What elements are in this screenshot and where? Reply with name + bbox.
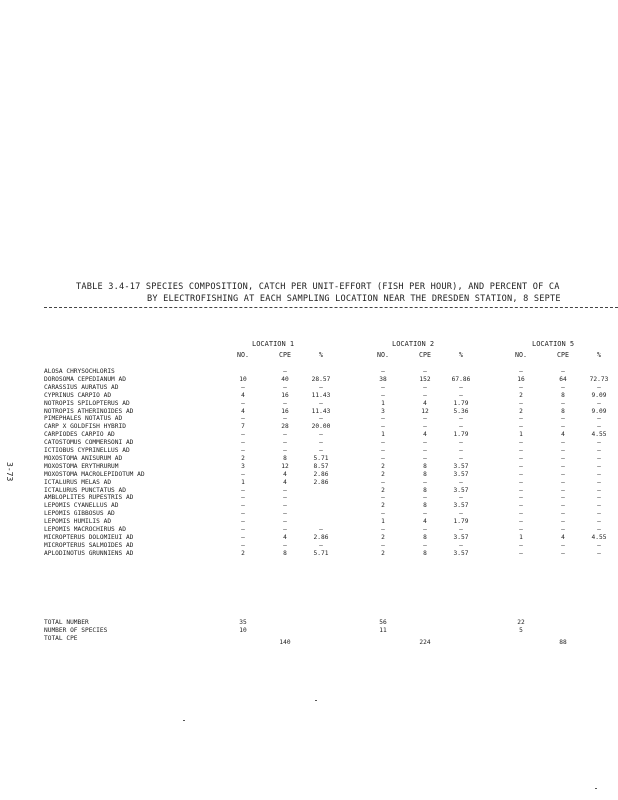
- table-cell: –: [241, 415, 245, 423]
- table-cell: –: [423, 447, 427, 454]
- totals-cell: 35: [239, 619, 247, 626]
- table-cell: –: [423, 478, 427, 486]
- species-name: MOXOSTOMA ERYTHRURUM: [44, 462, 119, 470]
- species-name: MOXOSTOMA ANISURUM AD: [44, 454, 123, 462]
- table-cell: 16: [281, 391, 289, 399]
- table-cell: –: [597, 454, 601, 462]
- table-cell: –: [319, 383, 323, 391]
- table-cell: –: [519, 454, 523, 462]
- species-name: NOTROPIS ATHERINOIDES AD: [44, 407, 134, 415]
- table-cell: 4: [423, 518, 427, 526]
- table-cell: 1.79: [453, 399, 469, 407]
- table-cell: –: [519, 549, 523, 557]
- table-cell: –: [561, 549, 565, 557]
- table-cell: 1: [381, 399, 385, 407]
- species-name: ICTALURUS MELAS AD: [44, 478, 112, 486]
- table-cell: 8: [423, 486, 427, 494]
- table-cell: –: [459, 447, 463, 454]
- table-cell: 7: [241, 423, 245, 431]
- table-cell: –: [241, 439, 245, 447]
- column-header: NO.: [237, 351, 249, 359]
- column-header: %: [319, 351, 323, 359]
- table-cell: 2.86: [313, 533, 329, 541]
- table-cell: –: [561, 399, 565, 407]
- table-cell: 3.57: [453, 486, 469, 494]
- table-cell: 20.00: [311, 423, 331, 431]
- table-cell: 8: [423, 462, 427, 470]
- table-cell: –: [459, 391, 463, 399]
- species-name: LEPOMIS CYANELLUS AD: [44, 502, 119, 510]
- table-cell: 2: [381, 549, 385, 557]
- table-cell: –: [423, 454, 427, 462]
- table-cell: –: [561, 383, 565, 391]
- table-cell: 1: [381, 518, 385, 526]
- table-cell: –: [597, 399, 601, 407]
- table-cell: 4: [283, 533, 287, 541]
- table-cell: –: [597, 415, 601, 423]
- table-cell: –: [283, 541, 287, 549]
- table-cell: –: [597, 423, 601, 431]
- column-header: CPE: [557, 351, 569, 359]
- table-cell: –: [519, 486, 523, 494]
- table-cell: –: [459, 383, 463, 391]
- species-name: MOXOSTOMA MACROLEPIDOTUM AD: [44, 470, 145, 478]
- table-cell: –: [283, 510, 287, 518]
- table-cell: 3.57: [453, 470, 469, 478]
- species-name: CARPIODES CARPIO AD: [44, 431, 115, 439]
- table-cell: 9.09: [591, 407, 607, 415]
- table-cell: –: [423, 510, 427, 518]
- table-cell: –: [519, 470, 523, 478]
- species-name: APLODINOTUS GRUNNIENS AD: [44, 549, 134, 557]
- totals-cell: 224: [419, 639, 431, 646]
- table-cell: 8: [561, 391, 565, 399]
- table-cell: –: [381, 510, 385, 518]
- table-cell: –: [597, 447, 601, 454]
- table-cell: 4.55: [591, 431, 607, 439]
- table-cell: –: [459, 526, 463, 533]
- table-cell: –: [381, 447, 385, 454]
- table-cell: –: [241, 533, 245, 541]
- table-cell: –: [381, 439, 385, 447]
- table-cell: –: [283, 502, 287, 510]
- table-cell: –: [283, 383, 287, 391]
- table-cell: 3.57: [453, 502, 469, 510]
- table-cell: 8.57: [313, 462, 329, 470]
- table-cell: –: [423, 383, 427, 391]
- table-cell: 1: [381, 431, 385, 439]
- table-cell: 2: [381, 470, 385, 478]
- table-cell: 9.09: [591, 391, 607, 399]
- table-cell: 16: [281, 407, 289, 415]
- table-cell: –: [319, 399, 323, 407]
- totals-cell: 5: [519, 627, 523, 634]
- table-cell: –: [519, 383, 523, 391]
- table-cell: 72.73: [589, 375, 609, 383]
- table-cell: –: [283, 526, 287, 533]
- table-cell: –: [561, 541, 565, 549]
- table-cell: –: [597, 494, 601, 502]
- table-cell: –: [381, 478, 385, 486]
- table-cell: 8: [423, 502, 427, 510]
- table-cell: 38: [379, 375, 387, 383]
- table-cell: –: [381, 391, 385, 399]
- table-cell: 4: [561, 431, 565, 439]
- column-header: NO.: [515, 351, 527, 359]
- table-cell: –: [381, 423, 385, 431]
- table-cell: 4: [423, 431, 427, 439]
- table-cell: –: [519, 439, 523, 447]
- table-cell: –: [319, 431, 323, 439]
- table-cell: –: [561, 454, 565, 462]
- table-cell: 67.86: [451, 375, 471, 383]
- table-cell: 40: [281, 375, 289, 383]
- table-cell: –: [519, 478, 523, 486]
- table-cell: –: [423, 541, 427, 549]
- table-cell: –: [381, 494, 385, 502]
- table-cell: –: [561, 494, 565, 502]
- table-cell: –: [597, 526, 601, 533]
- table-cell: 3: [241, 462, 245, 470]
- table-cell: –: [597, 462, 601, 470]
- table-title-line1: TABLE 3.4-17 SPECIES COMPOSITION, CATCH PER UNIT-EFFORT (FISH PER HOUR), AND PERCENT OF CA: [76, 282, 560, 292]
- species-name: CARP X GOLDFISH HYBRID: [44, 423, 126, 431]
- table-cell: –: [459, 439, 463, 447]
- table-cell: –: [283, 399, 287, 407]
- table-cell: 3: [381, 407, 385, 415]
- table-cell: –: [241, 526, 245, 533]
- table-cell: –: [241, 399, 245, 407]
- table-cell: –: [561, 368, 565, 375]
- species-name: ICTIOBUS CYPRINELLUS AD: [44, 447, 130, 454]
- table-cell: –: [319, 541, 323, 549]
- table-cell: –: [241, 502, 245, 510]
- table-cell: 11.43: [311, 391, 331, 399]
- species-name: PIMEPHALES NOTATUS AD: [44, 415, 123, 423]
- species-name: DOROSOMA CEPEDIANUM AD: [44, 375, 126, 383]
- table-cell: –: [381, 368, 385, 375]
- column-header: CPE: [419, 351, 431, 359]
- species-name: AMBLOPLITES RUPESTRIS AD: [44, 494, 134, 502]
- table-cell: 2: [241, 454, 245, 462]
- table-cell: –: [241, 431, 245, 439]
- table-cell: –: [283, 368, 287, 375]
- table-cell: –: [241, 383, 245, 391]
- totals-label: TOTAL CPE: [44, 635, 78, 642]
- species-name: LEPOMIS HUMILIS AD: [44, 518, 112, 526]
- table-cell: 4: [561, 533, 565, 541]
- table-cell: –: [319, 447, 323, 454]
- table-cell: 4: [283, 470, 287, 478]
- table-cell: –: [597, 486, 601, 494]
- table-cell: –: [597, 510, 601, 518]
- table-cell: –: [381, 454, 385, 462]
- table-cell: –: [459, 454, 463, 462]
- table-cell: –: [561, 518, 565, 526]
- table-cell: –: [561, 415, 565, 423]
- location-1-header: LOCATION 1: [252, 340, 295, 348]
- table-cell: 5.36: [453, 407, 469, 415]
- table-cell: –: [561, 462, 565, 470]
- table-cell: –: [519, 494, 523, 502]
- table-cell: –: [423, 439, 427, 447]
- table-cell: 2: [519, 407, 523, 415]
- table-cell: –: [241, 470, 245, 478]
- species-name: LEPOMIS MACROCHIRUS AD: [44, 526, 126, 533]
- table-cell: –: [459, 494, 463, 502]
- table-cell: –: [561, 486, 565, 494]
- table-cell: 8: [283, 549, 287, 557]
- table-cell: –: [241, 541, 245, 549]
- table-cell: 1: [519, 431, 523, 439]
- table-cell: –: [319, 439, 323, 447]
- table-cell: 1.79: [453, 518, 469, 526]
- table-cell: 3.57: [453, 549, 469, 557]
- table-cell: –: [597, 439, 601, 447]
- table-cell: –: [241, 494, 245, 502]
- table-cell: –: [283, 447, 287, 454]
- species-name: CATOSTOMUS COMMERSONI AD: [44, 439, 134, 447]
- table-cell: 10: [239, 375, 247, 383]
- table-cell: –: [519, 541, 523, 549]
- table-cell: –: [423, 391, 427, 399]
- species-name: MICROPTERUS SALMOIDES AD: [44, 541, 134, 549]
- table-cell: –: [561, 502, 565, 510]
- species-name: ICTALURUS PUNCTATUS AD: [44, 486, 126, 494]
- table-cell: –: [561, 447, 565, 454]
- table-cell: –: [561, 510, 565, 518]
- totals-label: TOTAL NUMBER: [44, 619, 89, 626]
- table-cell: –: [597, 478, 601, 486]
- table-cell: –: [319, 415, 323, 423]
- table-cell: –: [459, 541, 463, 549]
- table-cell: –: [519, 415, 523, 423]
- table-cell: –: [519, 368, 523, 375]
- table-cell: 8: [423, 470, 427, 478]
- table-cell: 16: [517, 375, 525, 383]
- table-cell: –: [423, 526, 427, 533]
- table-cell: –: [459, 510, 463, 518]
- table-cell: –: [597, 383, 601, 391]
- table-cell: 4: [241, 407, 245, 415]
- table-cell: –: [519, 423, 523, 431]
- species-name: MICROPTERUS DOLOMIEUI AD: [44, 533, 134, 541]
- table-cell: –: [283, 486, 287, 494]
- table-cell: 5.71: [313, 454, 329, 462]
- table-cell: 2: [381, 502, 385, 510]
- table-cell: –: [459, 478, 463, 486]
- table-cell: 2.86: [313, 470, 329, 478]
- table-cell: 8: [423, 549, 427, 557]
- table-cell: 12: [421, 407, 429, 415]
- table-cell: –: [241, 518, 245, 526]
- location-2-header: LOCATION 2: [392, 340, 435, 348]
- table-cell: –: [597, 470, 601, 478]
- table-cell: –: [283, 439, 287, 447]
- table-cell: –: [519, 399, 523, 407]
- table-cell: –: [381, 383, 385, 391]
- species-name: CYPRINUS CARPIO AD: [44, 391, 112, 399]
- table-cell: –: [283, 494, 287, 502]
- table-cell: 4.55: [591, 533, 607, 541]
- species-name: CARASSIUS AURATUS AD: [44, 383, 119, 391]
- table-cell: –: [459, 415, 463, 423]
- table-cell: 28: [281, 423, 289, 431]
- table-cell: –: [423, 368, 427, 375]
- table-cell: –: [519, 462, 523, 470]
- table-cell: 2.86: [313, 478, 329, 486]
- table-cell: 8: [283, 454, 287, 462]
- totals-cell: 22: [517, 619, 525, 626]
- table-cell: 64: [559, 375, 567, 383]
- table-cell: –: [597, 549, 601, 557]
- totals-cell: 10: [239, 627, 247, 634]
- table-cell: –: [519, 447, 523, 454]
- table-cell: –: [561, 423, 565, 431]
- table-cell: –: [561, 470, 565, 478]
- table-cell: –: [561, 526, 565, 533]
- table-cell: –: [283, 415, 287, 423]
- table-cell: –: [519, 510, 523, 518]
- column-header: %: [459, 351, 463, 359]
- scan-speck: [315, 700, 317, 701]
- location-5-header: LOCATION 5: [532, 340, 575, 348]
- table-cell: –: [519, 502, 523, 510]
- totals-cell: 11: [379, 627, 387, 634]
- table-cell: 1: [241, 478, 245, 486]
- table-cell: 4: [283, 478, 287, 486]
- totals-label: NUMBER OF SPECIES: [44, 627, 108, 634]
- table-cell: 2: [381, 462, 385, 470]
- table-cell: –: [319, 526, 323, 533]
- totals-cell: 140: [279, 639, 291, 646]
- table-cell: –: [561, 439, 565, 447]
- table-title-line2: BY ELECTROFISHING AT EACH SAMPLING LOCATION NEAR THE DRESDEN STATION, 8 SEPTE: [147, 294, 561, 304]
- totals-cell: 56: [379, 619, 387, 626]
- species-name: ALOSA CHRYSOCHLORIS: [44, 368, 115, 375]
- species-name: LEPOMIS GIBBOSUS AD: [44, 510, 115, 518]
- table-cell: 2: [519, 391, 523, 399]
- table-cell: –: [381, 415, 385, 423]
- table-cell: –: [241, 486, 245, 494]
- table-cell: 12: [281, 462, 289, 470]
- table-cell: –: [519, 518, 523, 526]
- page-number: 3-73: [5, 462, 14, 482]
- column-header: CPE: [279, 351, 291, 359]
- table-cell: –: [561, 478, 565, 486]
- table-cell: –: [283, 431, 287, 439]
- scan-speck: [595, 788, 597, 789]
- table-cell: –: [283, 518, 287, 526]
- table-cell: 2: [381, 486, 385, 494]
- table-cell: 4: [241, 391, 245, 399]
- title-rule: [44, 307, 618, 308]
- species-name: NOTROPIS SPILOPTERUS AD: [44, 399, 130, 407]
- table-cell: 11.43: [311, 407, 331, 415]
- table-cell: 3.57: [453, 462, 469, 470]
- table-cell: –: [241, 510, 245, 518]
- table-cell: –: [423, 415, 427, 423]
- table-cell: 5.71: [313, 549, 329, 557]
- table-cell: –: [381, 541, 385, 549]
- totals-cell: 88: [559, 639, 567, 646]
- table-cell: 1: [519, 533, 523, 541]
- table-cell: –: [423, 423, 427, 431]
- column-header: NO.: [377, 351, 389, 359]
- table-cell: 8: [561, 407, 565, 415]
- table-cell: 1.79: [453, 431, 469, 439]
- table-cell: 2: [241, 549, 245, 557]
- table-cell: –: [597, 502, 601, 510]
- table-cell: –: [597, 541, 601, 549]
- table-cell: –: [459, 423, 463, 431]
- table-cell: 3.57: [453, 533, 469, 541]
- table-cell: 152: [419, 375, 431, 383]
- scan-speck: [183, 720, 185, 721]
- table-cell: –: [519, 526, 523, 533]
- table-cell: 28.57: [311, 375, 331, 383]
- table-cell: –: [241, 447, 245, 454]
- table-cell: –: [597, 518, 601, 526]
- table-cell: –: [381, 526, 385, 533]
- table-cell: 2: [381, 533, 385, 541]
- table-cell: –: [423, 494, 427, 502]
- column-header: %: [597, 351, 601, 359]
- table-cell: 4: [423, 399, 427, 407]
- table-cell: 8: [423, 533, 427, 541]
